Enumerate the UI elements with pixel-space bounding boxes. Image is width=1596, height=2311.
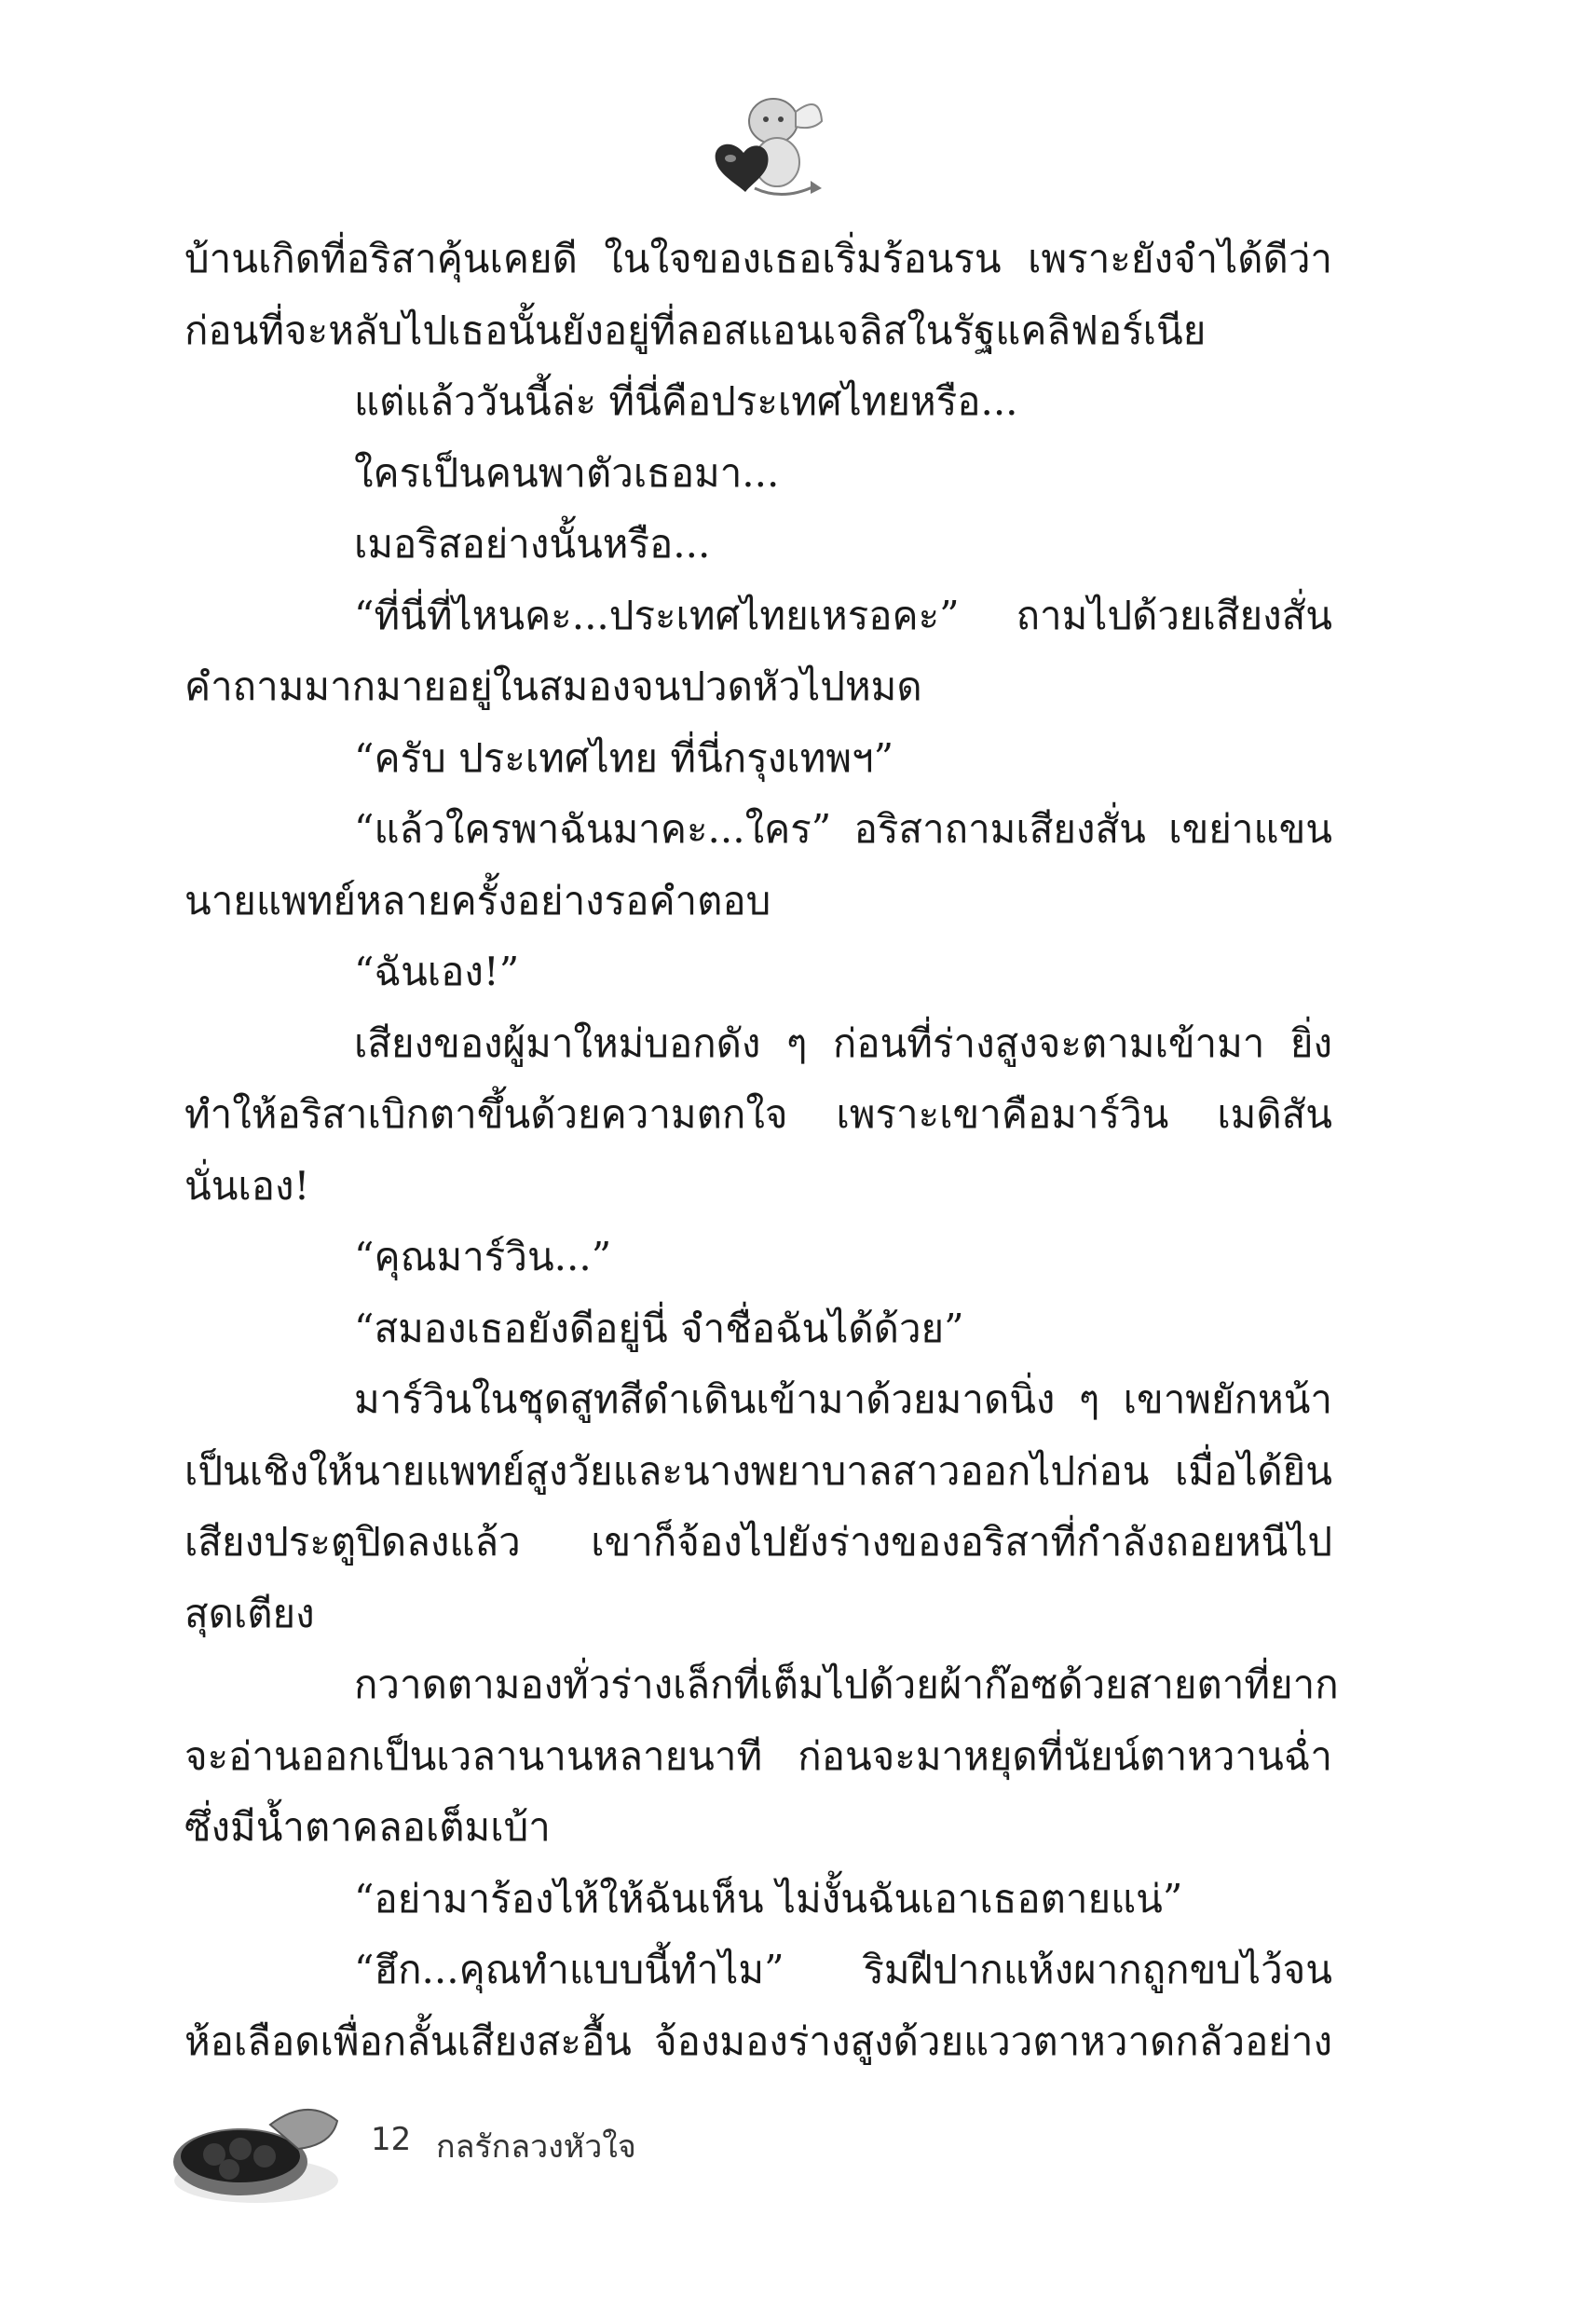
text-line: “คุณมาร์วิน...” — [354, 1234, 612, 1279]
text-line: ซึ่งมีน้ำตาคลอเต็มเบ้า — [184, 1804, 551, 1850]
page-footer — [168, 2087, 820, 2208]
text-line: เสียงของผู้มาใหม่บอกดัง ๆ ก่อนที่ร่างสูงจะตามเข้ามา ยิ่ง — [354, 1019, 1332, 1066]
text-line: ห้อเลือดเพื่อกลั้นเสียงสะอื้น จ้องมองร่างสูงด้วยแววตาหวาดกลัวอย่าง — [184, 2017, 1332, 2064]
text-line: แต่แล้ววันนี้ล่ะ ที่นี่คือประเทศไทยหรือ... — [354, 378, 1018, 424]
text-line: “แล้วใครพาฉันมาคะ...ใคร” อริสาถามเสียงสั่น เขย่าแขน — [354, 806, 1332, 852]
text-line: กวาดตามองทั่วร่างเล็กที่เต็มไปด้วยผ้าก๊อซด้วยสายตาที่ยาก — [354, 1661, 1339, 1707]
text-line: “สมองเธอยังดีอยู่นี่ จำชื่อฉันได้ด้วย” — [354, 1305, 964, 1351]
body-text — [184, 224, 1339, 2077]
text-line: นั่นเอง! — [184, 1162, 310, 1209]
text-line: ก่อนที่จะหลับไปเธอนั้นยังอยู่ที่ลอสแอนเจลิสในรัฐแคลิฟอร์เนีย — [184, 307, 1207, 353]
text-line: สุดเตียง — [184, 1590, 315, 1636]
text-line: เมอริสอย่างนั้นหรือ... — [354, 521, 711, 567]
text-line: “ฮึก...คุณทำแบบนี้ทำไม” ริมฝีปากแห้งผากถูกขบไว้จน — [354, 1947, 1332, 1992]
text-line: คำถามมากมายอยู่ในสมองจนปวดหัวไปหมด — [184, 663, 922, 709]
text-line: “ครับ ประเทศไทย ที่นี่กรุงเทพฯ” — [354, 734, 894, 781]
page-number: 12 — [371, 2121, 412, 2158]
cupid-holding-heart-icon — [699, 84, 829, 205]
text-line: มาร์วินในชุดสูทสีดำเดินเข้ามาด้วยมาดนิ่ง ๆ เขาพยักหน้า — [354, 1376, 1332, 1422]
text-line: บ้านเกิดที่อริสาคุ้นเคยดี ในใจของเธอเริ่มร้อนรน เพราะยังจำได้ดีว่า — [184, 236, 1332, 281]
running-title: กลรักลวงหัวใจ — [436, 2128, 636, 2166]
text-line: เป็นเชิงให้นายแพทย์สูงวัยและนางพยาบาลสาวออกไปก่อน เมื่อได้ยิน — [184, 1447, 1332, 1494]
text-line: นายแพทย์หลายครั้งอย่างรอคำตอบ — [184, 877, 771, 923]
text-line: จะอ่านออกเป็นเวลานานหลายนาที ก่อนจะมาหยุดที่นัยน์ตาหวานฉ่ำ — [184, 1732, 1332, 1779]
text-line: ใครเป็นคนพาตัวเธอมา... — [354, 449, 780, 496]
text-line: เสียงประตูปิดลงแล้ว เขาก็จ้องไปยังร่างของอริสาที่กำลังถอยหนีไป — [184, 1519, 1332, 1565]
text-line: “ฉันเอง!” — [354, 949, 520, 994]
text-line: ทำให้อริสาเบิกตาขึ้นด้วยความตกใจ เพราะเขาคือมาร์วิน เมดิสัน — [184, 1091, 1332, 1137]
text-line: “อย่ามาร้องไห้ให้ฉันเห็น ไม่งั้นฉันเอาเธอตายแน่” — [354, 1875, 1183, 1921]
heart-chocolate-box-icon — [168, 2087, 345, 2208]
text-line: “ที่นี่ที่ไหนคะ...ประเทศไทยเหรอคะ” ถามไปด้วยเสียงสั่น — [354, 592, 1332, 638]
